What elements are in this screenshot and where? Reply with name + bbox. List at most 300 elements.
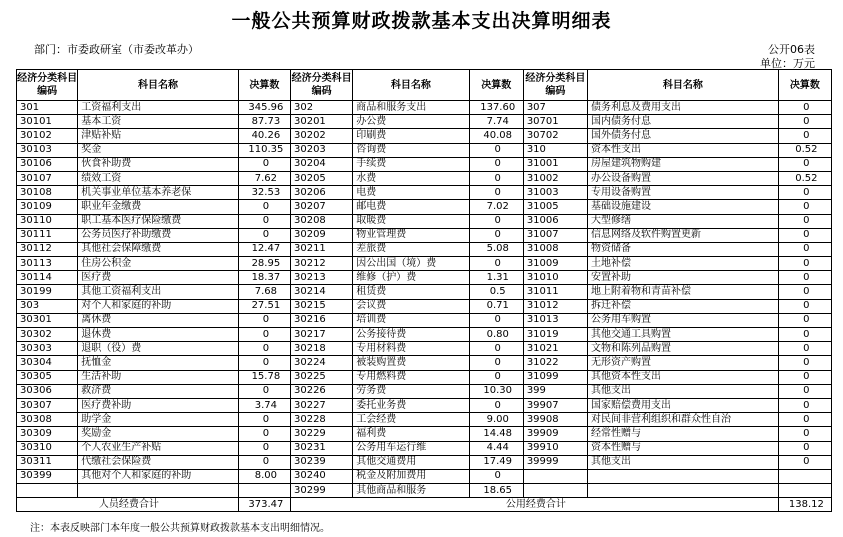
header-code: 经济分类科目编码: [17, 70, 78, 101]
cell-name: 办公费: [353, 115, 469, 129]
cell-code: 30108: [17, 186, 78, 200]
cell-code: 30231: [290, 441, 352, 455]
cell-name: 大型修缮: [588, 214, 779, 228]
cell-name: 抚恤金: [78, 356, 239, 370]
department-label: 部门：市委政研室（市委改革办）: [34, 43, 199, 56]
cell-name: 物业管理费: [353, 228, 469, 242]
cell-code: 31007: [523, 228, 587, 242]
cell-code: 30305: [17, 370, 78, 384]
cell-amount: 0.80: [469, 328, 523, 342]
cell-amount: 0: [778, 285, 831, 299]
cell-name: 助学金: [78, 413, 239, 427]
cell-name: 国外债务付息: [588, 129, 779, 143]
cell-code: 310: [523, 143, 587, 157]
cell-amount: 0.52: [778, 143, 831, 157]
cell-code: 31021: [523, 342, 587, 356]
cell-name: 对个人和家庭的补助: [78, 299, 239, 313]
cell-name: 电费: [353, 186, 469, 200]
cell-code: 31002: [523, 171, 587, 185]
cell-code: 30228: [290, 413, 352, 427]
cell-amount: 1.31: [469, 271, 523, 285]
cell-amount: 0: [469, 313, 523, 327]
cell-code: 31001: [523, 157, 587, 171]
cell-amount: 0: [469, 370, 523, 384]
cell-amount: 0: [469, 157, 523, 171]
cell-name: 土地补偿: [588, 257, 779, 271]
cell-code: 39908: [523, 413, 587, 427]
cell-amount: 0: [469, 257, 523, 271]
cell-amount: 5.08: [469, 242, 523, 256]
cell-amount: 0: [778, 328, 831, 342]
table-row: [17, 214, 832, 228]
cell-name: 基本工资: [78, 115, 239, 129]
cell-name: 公务用车运行维: [353, 441, 469, 455]
cell-code: 30224: [290, 356, 352, 370]
table-row: [17, 328, 832, 342]
cell-amount: 0: [469, 356, 523, 370]
cell-amount: 0: [469, 469, 523, 483]
table-row: [17, 157, 832, 171]
cell-amount: 0: [238, 441, 290, 455]
cell-code: 30240: [290, 469, 352, 483]
cell-amount: 0: [778, 313, 831, 327]
cell-name: 对民间非营利组织和群众性自治: [588, 413, 779, 427]
cell-code: 303: [17, 299, 78, 313]
cell-name: 咨询费: [353, 143, 469, 157]
header-name: 科目名称: [588, 70, 779, 101]
table-row: [17, 384, 832, 398]
cell-code: 31005: [523, 200, 587, 214]
cell-name: 信息网络及软件购置更新: [588, 228, 779, 242]
table-row: [17, 200, 832, 214]
cell-amount: 0: [778, 455, 831, 469]
public-total-value: 138.12: [778, 498, 831, 512]
cell-amount: 7.02: [469, 200, 523, 214]
cell-code: 30111: [17, 228, 78, 242]
cell-amount: 9.00: [469, 413, 523, 427]
cell-code: 30218: [290, 342, 352, 356]
header-amount: 决算数: [469, 70, 523, 101]
table-row: [17, 455, 832, 469]
table-row: [17, 101, 832, 115]
cell-code: 31008: [523, 242, 587, 256]
cell-code: 30206: [290, 186, 352, 200]
cell-name: 生活补助: [78, 370, 239, 384]
cell-amount: 40.26: [238, 129, 290, 143]
cell-amount: 12.47: [238, 242, 290, 256]
cell-name: 其他对个人和家庭的补助: [78, 469, 239, 483]
table-row: [17, 299, 832, 313]
cell-code: 30308: [17, 413, 78, 427]
cell-amount: 0: [778, 299, 831, 313]
table-body: [17, 101, 832, 498]
table-row: [17, 370, 832, 384]
cell-name: 公务接待费: [353, 328, 469, 342]
cell-code: 30202: [290, 129, 352, 143]
cell-amount: 7.74: [469, 115, 523, 129]
cell-name: 工会经费: [353, 413, 469, 427]
cell-code: 30307: [17, 398, 78, 412]
cell-code: 30701: [523, 115, 587, 129]
cell-amount: 0: [778, 398, 831, 412]
cell-amount: [238, 484, 290, 498]
cell-amount: 0: [778, 257, 831, 271]
cell-amount: 0: [778, 228, 831, 242]
cell-name: 印刷费: [353, 129, 469, 143]
cell-code: 30229: [290, 427, 352, 441]
cell-amount: 0: [778, 115, 831, 129]
cell-amount: 4.44: [469, 441, 523, 455]
cell-name: 退休费: [78, 328, 239, 342]
cell-amount: 28.95: [238, 257, 290, 271]
cell-name: 资本性支出: [588, 143, 779, 157]
cell-amount: 0: [238, 413, 290, 427]
cell-amount: 0: [238, 328, 290, 342]
cell-amount: 0: [469, 214, 523, 228]
cell-name: 其他支出: [588, 384, 779, 398]
cell-code: 30201: [290, 115, 352, 129]
cell-code: 31010: [523, 271, 587, 285]
cell-amount: 345.96: [238, 101, 290, 115]
cell-amount: 0: [238, 455, 290, 469]
cell-amount: 14.48: [469, 427, 523, 441]
cell-name: 专用燃料费: [353, 370, 469, 384]
cell-code: 30702: [523, 129, 587, 143]
cell-amount: 0: [778, 129, 831, 143]
table-row: [17, 143, 832, 157]
cell-code: 39909: [523, 427, 587, 441]
table-row: [17, 271, 832, 285]
cell-name: 专用设备购置: [588, 186, 779, 200]
cell-code: [523, 484, 587, 498]
table-row: [17, 242, 832, 256]
cell-amount: 0: [778, 101, 831, 115]
page-title: 一般公共预算财政拨款基本支出决算明细表: [231, 10, 612, 32]
totals-row: [17, 498, 832, 512]
table-row: [17, 115, 832, 129]
cell-amount: 0: [778, 370, 831, 384]
cell-amount: 0: [778, 427, 831, 441]
cell-name: 培训费: [353, 313, 469, 327]
cell-code: [17, 484, 78, 498]
cell-code: 30213: [290, 271, 352, 285]
personnel-total-value: 373.47: [238, 498, 290, 512]
cell-name: 公务用车购置: [588, 313, 779, 327]
cell-name: 公务员医疗补助缴费: [78, 228, 239, 242]
cell-code: 302: [290, 101, 352, 115]
cell-amount: 10.30: [469, 384, 523, 398]
cell-code: 30301: [17, 313, 78, 327]
table-row: [17, 171, 832, 185]
cell-amount: 0: [238, 200, 290, 214]
cell-code: 30103: [17, 143, 78, 157]
header-name: 科目名称: [78, 70, 239, 101]
cell-name: 离休费: [78, 313, 239, 327]
cell-code: 30102: [17, 129, 78, 143]
cell-amount: 7.68: [238, 285, 290, 299]
cell-code: 30302: [17, 328, 78, 342]
table-row: [17, 313, 832, 327]
cell-name: 会议费: [353, 299, 469, 313]
cell-name: 国内债务付息: [588, 115, 779, 129]
cell-amount: 0: [778, 441, 831, 455]
cell-name: 劳务费: [353, 384, 469, 398]
cell-amount: 0: [778, 200, 831, 214]
cell-code: 30211: [290, 242, 352, 256]
cell-code: 31003: [523, 186, 587, 200]
cell-amount: 0: [238, 228, 290, 242]
cell-name: [588, 484, 779, 498]
cell-name: 奖励金: [78, 427, 239, 441]
cell-code: 30205: [290, 171, 352, 185]
table-row: [17, 441, 832, 455]
table-row: [17, 186, 832, 200]
cell-name: 其他支出: [588, 455, 779, 469]
cell-amount: 137.60: [469, 101, 523, 115]
cell-code: 30208: [290, 214, 352, 228]
cell-code: 30215: [290, 299, 352, 313]
cell-amount: 87.73: [238, 115, 290, 129]
cell-code: 30107: [17, 171, 78, 185]
cell-name: 拆迁补偿: [588, 299, 779, 313]
cell-code: 30110: [17, 214, 78, 228]
cell-code: 31012: [523, 299, 587, 313]
cell-amount: 0: [778, 413, 831, 427]
cell-name: 经常性赠与: [588, 427, 779, 441]
cell-name: 债务利息及费用支出: [588, 101, 779, 115]
cell-code: 39999: [523, 455, 587, 469]
cell-amount: 0: [778, 342, 831, 356]
table-row: [17, 484, 832, 498]
cell-amount: 0: [238, 356, 290, 370]
cell-name: 其他交通工具购置: [588, 328, 779, 342]
cell-name: 医疗费: [78, 271, 239, 285]
cell-code: 31022: [523, 356, 587, 370]
cell-code: 30226: [290, 384, 352, 398]
cell-code: 30239: [290, 455, 352, 469]
cell-name: 手续费: [353, 157, 469, 171]
cell-name: 其他交通费用: [353, 455, 469, 469]
cell-name: 取暖费: [353, 214, 469, 228]
cell-amount: 0.5: [469, 285, 523, 299]
cell-amount: 18.65: [469, 484, 523, 498]
table-row: [17, 285, 832, 299]
cell-code: 30203: [290, 143, 352, 157]
cell-name: 退职（役）费: [78, 342, 239, 356]
cell-amount: 0: [238, 427, 290, 441]
expenditure-table: [16, 69, 832, 512]
cell-code: 31013: [523, 313, 587, 327]
cell-name: 邮电费: [353, 200, 469, 214]
cell-name: 物资储备: [588, 242, 779, 256]
cell-name: 救济费: [78, 384, 239, 398]
cell-code: 39910: [523, 441, 587, 455]
cell-name: 房屋建筑物购建: [588, 157, 779, 171]
cell-code: 30217: [290, 328, 352, 342]
cell-amount: 0: [778, 186, 831, 200]
cell-amount: 0: [778, 157, 831, 171]
personnel-total-label: 人员经费合计: [17, 498, 239, 512]
cell-name: 个人农业生产补贴: [78, 441, 239, 455]
footnote: 注：本表反映部门本年度一般公共预算财政拨款基本支出明细情况。: [30, 523, 330, 534]
cell-name: 津贴补贴: [78, 129, 239, 143]
header-amount: 决算数: [238, 70, 290, 101]
cell-amount: [778, 484, 831, 498]
cell-amount: 17.49: [469, 455, 523, 469]
cell-name: 伙食补助费: [78, 157, 239, 171]
table-row: [17, 398, 832, 412]
cell-name: 代缴社会保险费: [78, 455, 239, 469]
cell-code: 30204: [290, 157, 352, 171]
cell-code: 30303: [17, 342, 78, 356]
cell-amount: 0: [778, 214, 831, 228]
cell-amount: 110.35: [238, 143, 290, 157]
cell-amount: 0: [238, 384, 290, 398]
header-amount: 决算数: [778, 70, 831, 101]
cell-code: 30216: [290, 313, 352, 327]
cell-code: 30106: [17, 157, 78, 171]
form-number: 公开06表: [768, 43, 815, 56]
table-header-row: [17, 70, 832, 101]
header-code: 经济分类科目编码: [290, 70, 352, 101]
table-row: [17, 257, 832, 271]
cell-name: 委托业务费: [353, 398, 469, 412]
cell-code: 301: [17, 101, 78, 115]
cell-name: 因公出国（境）费: [353, 257, 469, 271]
cell-amount: 0: [238, 313, 290, 327]
cell-amount: 0: [778, 384, 831, 398]
cell-name: 机关事业单位基本养老保: [78, 186, 239, 200]
cell-amount: 8.00: [238, 469, 290, 483]
cell-name: [78, 484, 239, 498]
cell-name: 商品和服务支出: [353, 101, 469, 115]
cell-code: 30212: [290, 257, 352, 271]
cell-name: 差旅费: [353, 242, 469, 256]
cell-name: 其他商品和服务: [353, 484, 469, 498]
cell-amount: 0: [238, 214, 290, 228]
cell-name: [588, 469, 779, 483]
cell-amount: 27.51: [238, 299, 290, 313]
cell-name: 福利费: [353, 427, 469, 441]
table-row: [17, 427, 832, 441]
cell-code: 30114: [17, 271, 78, 285]
cell-code: 307: [523, 101, 587, 115]
cell-name: 基础设施建设: [588, 200, 779, 214]
cell-code: 30299: [290, 484, 352, 498]
table-row: [17, 342, 832, 356]
cell-name: 安置补助: [588, 271, 779, 285]
cell-code: 30227: [290, 398, 352, 412]
cell-amount: 0: [238, 157, 290, 171]
cell-amount: 18.37: [238, 271, 290, 285]
cell-code: 30112: [17, 242, 78, 256]
cell-amount: 0: [778, 242, 831, 256]
cell-name: 无形资产购置: [588, 356, 779, 370]
cell-name: 资本性赠与: [588, 441, 779, 455]
cell-code: 30225: [290, 370, 352, 384]
cell-code: 30109: [17, 200, 78, 214]
cell-name: 工资福利支出: [78, 101, 239, 115]
cell-name: 水费: [353, 171, 469, 185]
cell-amount: 0: [238, 342, 290, 356]
cell-amount: 0.52: [778, 171, 831, 185]
cell-name: 地上附着物和青苗补偿: [588, 285, 779, 299]
header-code: 经济分类科目编码: [523, 70, 587, 101]
cell-code: 30310: [17, 441, 78, 455]
cell-code: 31099: [523, 370, 587, 384]
cell-amount: 32.53: [238, 186, 290, 200]
cell-amount: 0: [469, 228, 523, 242]
cell-name: 职业年金缴费: [78, 200, 239, 214]
cell-name: 租赁费: [353, 285, 469, 299]
unit-label: 单位：万元: [760, 57, 815, 70]
cell-code: 30209: [290, 228, 352, 242]
cell-amount: 0: [469, 171, 523, 185]
cell-amount: 40.08: [469, 129, 523, 143]
cell-code: 30101: [17, 115, 78, 129]
cell-code: 31006: [523, 214, 587, 228]
cell-name: 办公设备购置: [588, 171, 779, 185]
table-row: [17, 129, 832, 143]
cell-amount: 15.78: [238, 370, 290, 384]
cell-name: 住房公积金: [78, 257, 239, 271]
cell-amount: 0: [778, 271, 831, 285]
cell-amount: 0: [469, 398, 523, 412]
cell-amount: 0: [469, 342, 523, 356]
cell-amount: [778, 469, 831, 483]
table-row: [17, 356, 832, 370]
cell-amount: 0.71: [469, 299, 523, 313]
cell-name: 绩效工资: [78, 171, 239, 185]
table-row: [17, 469, 832, 483]
cell-code: 30304: [17, 356, 78, 370]
cell-name: 奖金: [78, 143, 239, 157]
cell-name: 税金及附加费用: [353, 469, 469, 483]
cell-code: 31011: [523, 285, 587, 299]
cell-amount: 3.74: [238, 398, 290, 412]
table-row: [17, 228, 832, 242]
cell-code: 30309: [17, 427, 78, 441]
cell-code: [523, 469, 587, 483]
cell-amount: 0: [778, 356, 831, 370]
cell-code: 31009: [523, 257, 587, 271]
cell-code: 30311: [17, 455, 78, 469]
cell-name: 职工基本医疗保险缴费: [78, 214, 239, 228]
cell-amount: 0: [469, 186, 523, 200]
cell-code: 30207: [290, 200, 352, 214]
cell-code: 30214: [290, 285, 352, 299]
cell-name: 其他社会保障缴费: [78, 242, 239, 256]
cell-name: 专用材料费: [353, 342, 469, 356]
cell-code: 30113: [17, 257, 78, 271]
cell-code: 39907: [523, 398, 587, 412]
cell-code: 30399: [17, 469, 78, 483]
cell-code: 30306: [17, 384, 78, 398]
cell-code: 399: [523, 384, 587, 398]
cell-name: 国家赔偿费用支出: [588, 398, 779, 412]
cell-name: 医疗费补助: [78, 398, 239, 412]
cell-name: 其他资本性支出: [588, 370, 779, 384]
cell-name: 文物和陈列品购置: [588, 342, 779, 356]
public-total-label: 公用经费合计: [290, 498, 778, 512]
cell-code: 30199: [17, 285, 78, 299]
cell-amount: 0: [469, 143, 523, 157]
cell-name: 被装购置费: [353, 356, 469, 370]
cell-amount: 7.62: [238, 171, 290, 185]
cell-name: 维修（护）费: [353, 271, 469, 285]
table-row: [17, 413, 832, 427]
header-name: 科目名称: [353, 70, 469, 101]
